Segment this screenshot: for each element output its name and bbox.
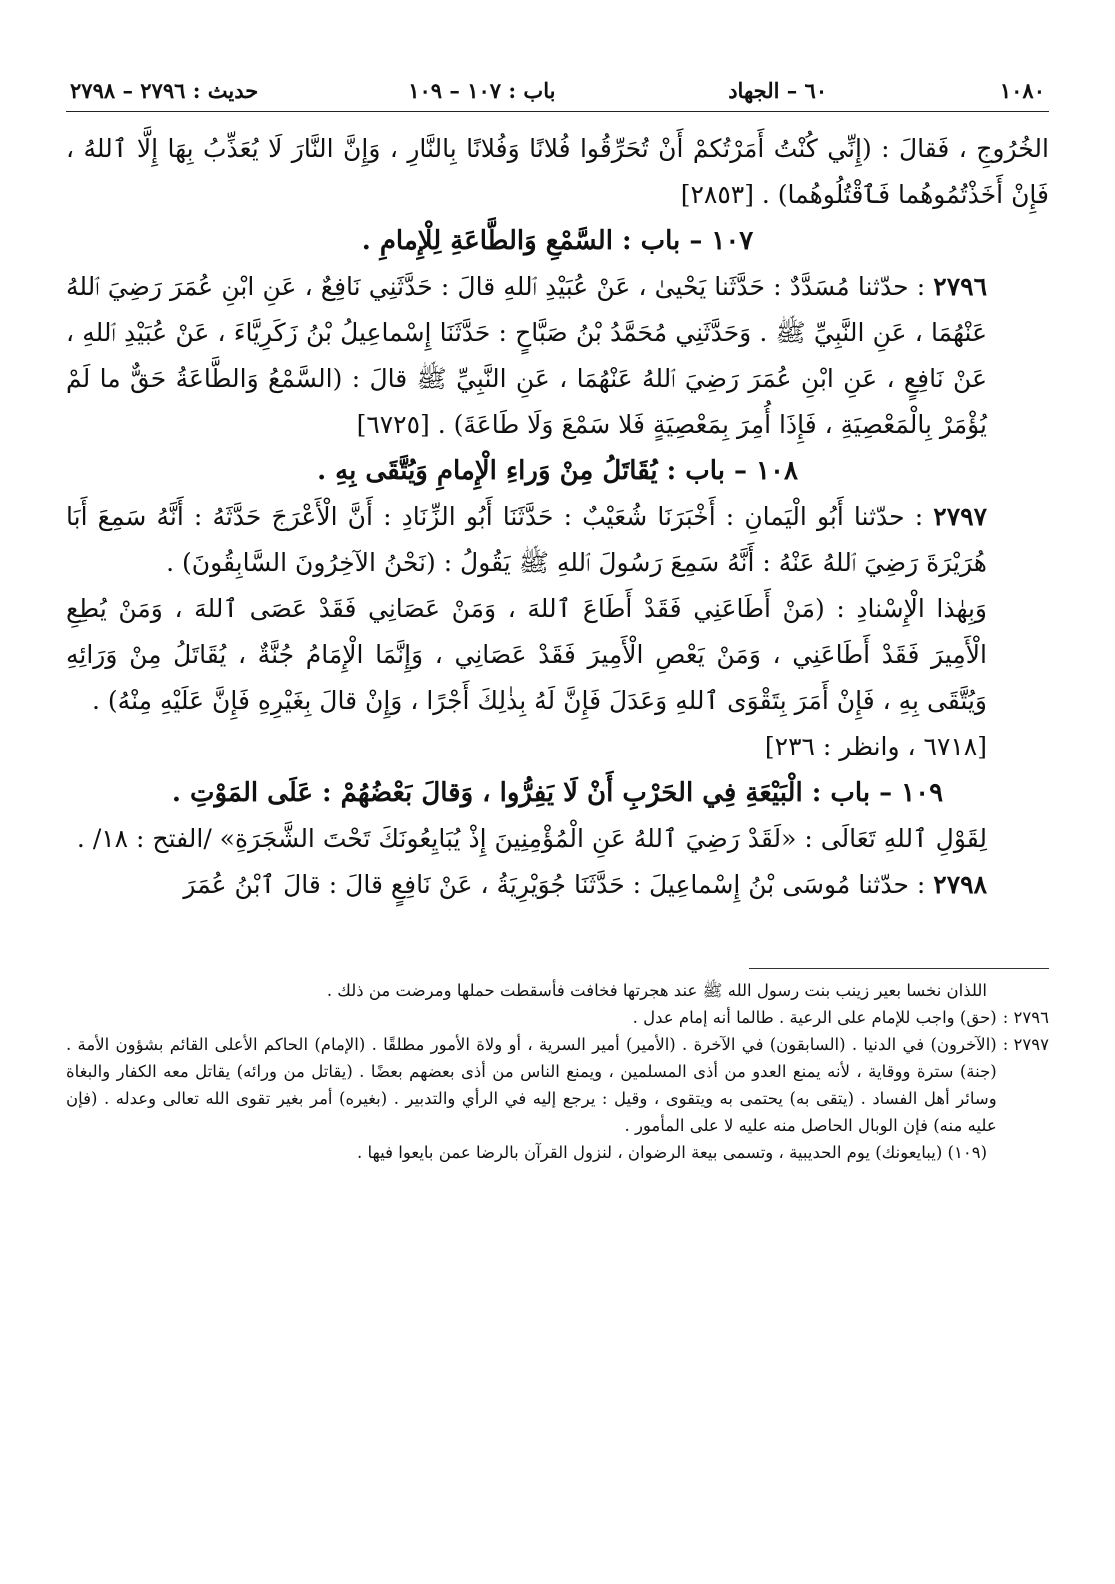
footnote-key: ٢٧٩٧ : (1002, 1035, 1049, 1054)
hadith-text: : حدّثنا أَبُو الْيَمانِ : أَخْبَرَنَا شُعَيْبٌ : حَدَّثَنَا أَبُو الزِّنَادِ : أَنَّ الْأَعْرَجَ حَدَّثَهُ : أَنَّهُ سَمِعَ أَبَا هُرَيْرَةَ رَضِيَ ٱللهُ عَنْهُ : أَنَّهُ سَمِعَ رَسُولَ ٱللهِ ﷺ يَقُولُ : (نَحْنُ الآخِرُونَ السَّابِقُونَ) . (66, 502, 987, 577)
page-number: ١٠٨٠ (999, 78, 1045, 103)
footnote-key: ٢٧٩٦ : (1002, 1008, 1049, 1027)
bab-number: ١٠٨ – باب : (666, 456, 798, 486)
bab-heading-109 (66, 770, 1049, 816)
bab-title: يُقَاتَلُ مِنْ وَراءِ الْإِمامِ وَيُتَّقَى بِهِ . (317, 456, 658, 486)
hadith-range: حديث : ٢٧٩٦ – ٢٧٩٨ (70, 78, 259, 103)
hadith-2796 (66, 264, 1049, 448)
header-ranges (70, 78, 555, 103)
footnote-text: (الآخرون) في الدنيا . (السابقون) في الآخرة . (الأمير) أمير السرية ، أو ولاة الأمور مطلقًا . (الإمام) الحاكم الأعلى القائم بشؤون الأمة . (جنة) سترة ووقاية ، لأنه يمنع العدو من أذى المسلمين ، ويمنع الناس من أذى بعضهم بعضًا . (يقاتل من ورائه) يقاتل معه الكفار والبغاة وسائر أهل الفساد . (يتقى به) يحتمى به ويتقوى ، وقيل : يرجع إليه في الرأي والتدبير . (بغيره) أمر بغير تقوى الله تعالى وعدله . (فإن عليه منه) فإن الوبال الحاصل منه عليه لا على المأمور . (66, 1035, 997, 1135)
hadith-text: : حدّثنا مُسَدَّدٌ : حَدَّثَنا يَحْيىٰ ، عَنْ عُبَيْدِ ٱللهِ قالَ : حَدَّثَنِي نَافِعٌ ، عَنِ ابْنِ عُمَرَ رَضِيَ ٱللهُ عَنْهُمَا ، عَنِ النَّبِيِّ ﷺ . وَحَدَّثَنِي مُحَمَّدُ بْنُ صَبَّاحٍ : حَدَّثَنَا إِسْماعِيلُ بْنُ زَكَرِيَّاءَ ، عَنْ عُبَيْدِ ٱللهِ ، عَنْ نَافِعٍ ، عَنِ ابْنِ عُمَرَ رَضِيَ ٱللهُ عَنْهُمَا ، عَنِ النَّبِيِّ ﷺ قالَ : (السَّمْعُ وَالطَّاعَةُ حَقٌّ ما لَمْ يُؤْمَرْ بِالْمَعْصِيَةِ ، فَإِذَا أُمِرَ بِمَعْصِيَةٍ فَلا سَمْعَ وَلَا طَاعَةَ) . [٦٧٢٥] (66, 272, 987, 439)
hadith-2797 (66, 494, 1049, 586)
hadith-text: : حدّثنا مُوسَى بْنُ إِسْماعِيلَ : حَدَّثَنَا جُوَيْرِيَةُ ، عَنْ نَافِعٍ قالَ : قالَ ٱبْنُ عُمَرَ (183, 870, 926, 899)
bab-title: السَّمْعِ وَالطَّاعَةِ لِلْإِمامِ . (361, 226, 613, 256)
hadith-number: ٢٧٩٨ (933, 870, 987, 899)
hadith-number: ٢٧٩٦ (933, 272, 987, 301)
footnotes (66, 977, 1049, 1166)
header-rule (66, 111, 1049, 112)
bab-heading-108 (66, 448, 1049, 494)
running-header (66, 78, 1049, 109)
book-title: ٦٠ – الجهاد (728, 78, 828, 103)
footnote (66, 1004, 1049, 1031)
footnote: اللذان نخسا بعير زينب بنت رسول الله ﷺ عند هجرتها فخافت فأسقطت حملها ومرضت من ذلك . (326, 981, 987, 1000)
hadith-2798 (66, 862, 1049, 908)
footnote-text: (حق) واجب للإمام على الرعية . طالما أنه إمام عدل . (632, 1008, 997, 1027)
footnote (66, 1031, 1049, 1139)
main-text (66, 126, 1049, 908)
bab-range: باب : ١٠٧ – ١٠٩ (408, 78, 556, 103)
hadith-number: ٢٧٩٧ (933, 502, 987, 531)
cross-reference: [٦٧١٨ ، وانظر : ٢٣٦] (764, 732, 987, 761)
bab-title: الْبَيْعَةِ فِي الحَرْبِ أَنْ لَا يَفِرُّوا ، وَقالَ بَعْضُهُمْ : عَلَى المَوْتِ . (171, 778, 803, 808)
footnote-rule (749, 968, 1049, 969)
bab-heading-107 (66, 218, 1049, 264)
book-page (66, 78, 1049, 1554)
paragraph: وَبِهٰذا الْإِسْنادِ : (مَنْ أَطَاعَنِي فَقَدْ أَطَاعَ ٱللهَ ، وَمَنْ عَصَانِي فَقَدْ عَصَى ٱللهَ ، وَمَنْ يُطِعِ الْأَمِيرَ فَقَدْ أَطَاعَنِي ، وَمَنْ يَعْصِ الْأَمِيرَ فَقَدْ عَصَانِي ، وَإِنَّمَا الْإِمَامُ جُنَّةٌ ، يُقَاتَلُ مِنْ وَرَائِهِ وَيُتَّقَى بِهِ ، فَإِنْ أَمَرَ بِتَقْوَى ٱللهِ وَعَدَلَ فَإِنَّ لَهُ بِذٰلِكَ أَجْرًا ، وَإِنْ قالَ بِغَيْرِهِ فَإِنَّ عَلَيْهِ مِنْهُ) . (66, 594, 987, 715)
quran-quote: لِقَوْلِ ٱللهِ تَعَالَى : «لَقَدْ رَضِيَ ٱللهُ عَنِ الْمُؤْمِنِينَ إِذْ يُبَايِعُونَكَ تَحْتَ الشَّجَرَةِ» /الفتح : ١٨/ . (76, 824, 987, 853)
footnote: (١٠٩) (يبايعونك) يوم الحديبية ، وتسمى بيعة الرضوان ، لنزول القرآن بالرضا عمن بايعوا فيها . (357, 1143, 987, 1162)
bab-number: ١٠٧ – باب : (621, 226, 754, 256)
paragraph: الخُرُوجِ ، فَقالَ : (إِنِّي كُنْتُ أَمَرْتُكمْ أَنْ تُحَرِّقُوا فُلانًا وَفُلانًا بِالنَّارِ ، وَإِنَّ النَّارَ لَا يُعَذِّبُ بِهَا إِلَّا ٱللهُ ، فَإِنْ أَخَذْتُمُوهُما فَٱقْتُلُوهُما) . [٢٨٥٣] (66, 134, 1049, 209)
bab-number: ١٠٩ – باب : (811, 778, 944, 808)
